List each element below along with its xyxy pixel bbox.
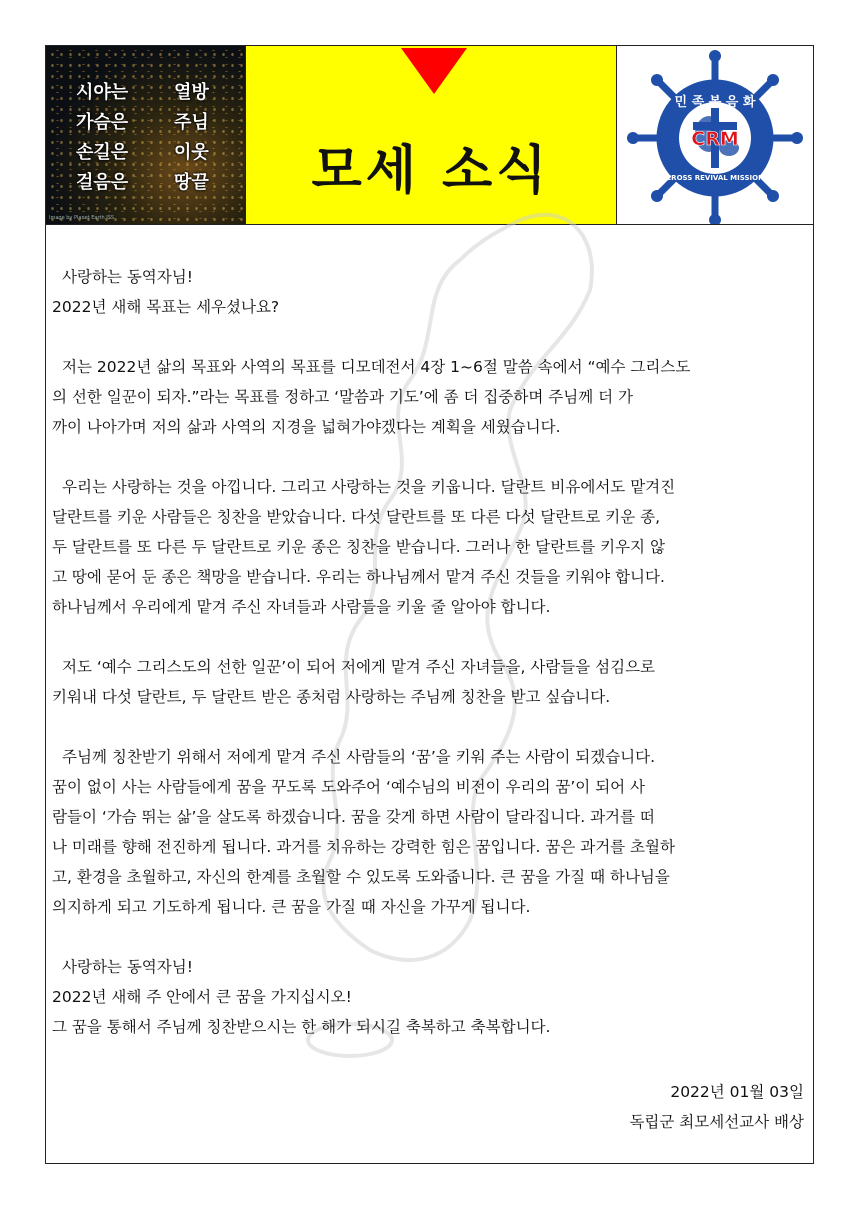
paragraph-line: 하나님께서 우리에게 맡겨 주신 자녀들과 사람들을 키울 줄 알아야 합니다. [52,598,551,616]
closing-line: 그 꿈을 통해서 주님께 칭찬받으시는 한 해가 되시길 축복하고 축복합니다. [52,1018,551,1036]
paragraph-line: 람들이 ‘가슴 뛰는 삶’을 살도록 하겠습니다. 꿈을 갖게 하면 사람이 달라집니다. 과거를 떠 [52,808,655,826]
paragraph-line: 고 땅에 묻어 둔 종은 책망을 받습니다. 우리는 하나님께서 맡겨 주신 것들을 키워야 합니다. [52,568,665,586]
svg-text:민 족 복 음 화: 민 족 복 음 화 [674,95,756,110]
paragraph-line: 의 선한 일꾼이 되자.”라는 목표를 정하고 ‘말씀과 기도’에 좀 더 집중하며 주님께 더 가 [52,388,633,406]
closing-line: 2022년 새해 주 안에서 큰 꿈을 가지십시오! [52,988,352,1006]
closing-line: 사랑하는 동역자님! [62,958,193,976]
page-title: 모세 소식 [311,141,551,201]
down-triangle-icon [401,48,467,94]
paragraph-line: 저도 ‘예수 그리스도의 선한 일꾼’이 되어 저에게 맡겨 주신 자녀들을, 사람들을 섬김으로 [62,658,656,676]
crm-logo [617,46,813,224]
letter-date: 2022년 01월 03일 [670,1083,804,1101]
paragraph-line: 키워내 다섯 달란트, 두 달란트 받은 종처럼 사랑하는 주님께 칭찬을 받고 싶습니다. [52,688,611,706]
letter-signature: 독립군 최모세선교사 배상 [629,1113,804,1131]
paragraph-line: 저는 2022년 삶의 목표와 사역의 목표를 디모데전서 4장 1~6절 말씀 속에서 “예수 그리스도 [62,358,691,376]
paragraph-line: 달란트를 키운 사람들은 칭찬을 받았습니다. 다섯 달란트를 또 다른 다섯 달란트로 키운 종, [52,508,661,526]
greeting: 사랑하는 동역자님! [62,268,193,286]
paragraph-line: 나 미래를 향해 전진하게 됩니다. 과거를 치유하는 강력한 힘은 꿈입니다. 꿈은 과거를 초월하 [52,838,675,856]
letter-body [52,262,812,1042]
paragraph-line: 꿈이 없이 사는 사람들에게 꿈을 꾸도록 도와주어 ‘예수님의 비전이 우리의 꿈’이 되어 사 [52,778,646,796]
photo-credit: Image by Planet Earth ISS [49,215,115,221]
paragraph-line: 우리는 사랑하는 것을 아낍니다. 그리고 사랑하는 것을 키웁니다. 달란트 비유에서도 맡겨진 [62,478,676,496]
paragraph-line: 까이 나아가며 저의 삶과 사역의 지경을 넓혀가야겠다는 계획을 세웠습니다. [52,418,561,436]
paragraph-line: 고, 환경을 초월하고, 자신의 한계를 초월할 수 있도록 도와줍니다. 큰 꿈을 가질 때 하나님을 [52,868,670,886]
earth-night-photo: 시야는 열방 가슴은 주님 손길은 이웃 걸음은 땅끝 Image by Planet Earth ISS [46,46,246,224]
svg-text:CROSS REVIVAL MISSION: CROSS REVIVAL MISSION [666,174,764,182]
paragraph-line: 두 달란트를 또 다른 두 달란트로 키운 종은 칭찬을 받습니다. 그러나 한 달란트를 키우지 않 [52,538,665,556]
greeting-question: 2022년 새해 목표는 세우셨나요? [52,298,280,316]
paragraph-line: 주님께 칭찬받기 위해서 저에게 맡겨 주신 사람들의 ‘꿈’을 키워 주는 사람이 되겠습니다. [62,748,656,766]
paragraph-line: 의지하게 되고 기도하게 됩니다. 큰 꿈을 가질 때 자신을 가꾸게 됩니다. [52,898,531,916]
svg-text:CRM: CRM [691,128,739,150]
